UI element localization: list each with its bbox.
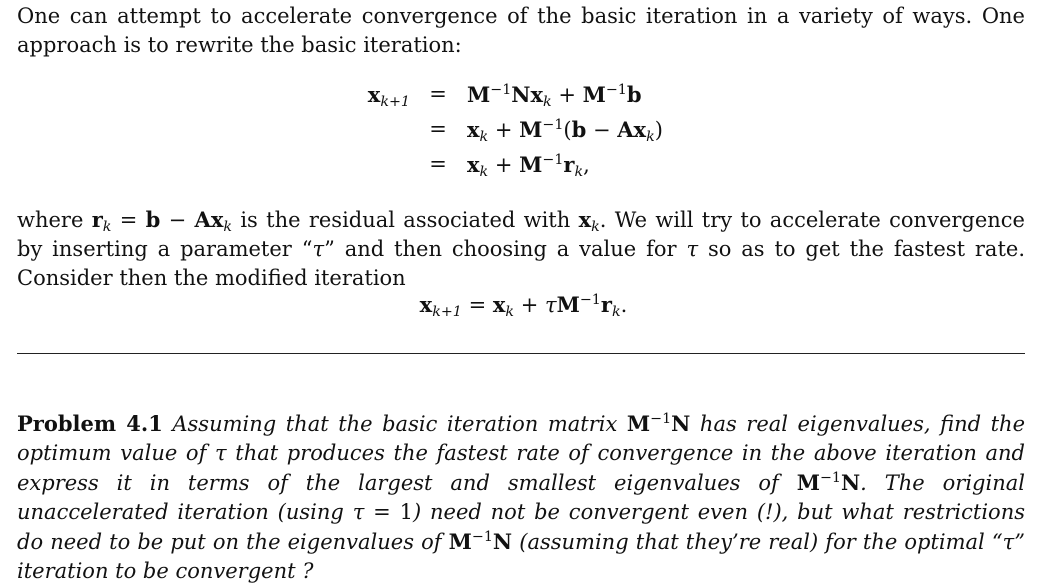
- residual-text-3: ” and then choosing a value for: [324, 237, 677, 261]
- problem-text-2: has real eigenvalues, find the optimum value of: [17, 412, 1025, 465]
- equation-rhs-1: $M^{-1}Nx_k + M^{-1}b$: [467, 82, 642, 110]
- problem-label: Problem 4.1: [17, 411, 163, 436]
- residual-text-2: . We will try to accelerate convergence by inserting a parameter “: [17, 208, 1025, 261]
- problem-text-1: Assuming that the basic iteration matrix: [172, 412, 618, 436]
- problem-text-7: ” iteration to be convergent ?: [17, 530, 1025, 583]
- problem-paragraph: Problem 4.1 Assuming that the basic iteration matrix $M^{-1}N$ has real eigenvalues, find the optimum value of τ that produces the fastest rate of convergence in the above iteration and express it in terms of the largest and smallest eigenvalues of $M^{-1}N$. The original unaccelerated iteration (using τ = 1) need not be convergent even (!), but what restrictions do need to be put on the eigenvalues of $M^{-1}N$ (assuming that they’re real) for the optimal “τ” iteration to be convergent ?: [17, 411, 1025, 583]
- intro-text: One can attempt to accelerate convergence of the basic iteration in a variety of ways. One approach is to rewrite the basic iteration:: [17, 4, 1025, 57]
- residual-word-where: where: [17, 208, 84, 232]
- equation-row-1: [0, 82, 1039, 112]
- intro-paragraph: [17, 2, 1025, 60]
- equation-rhs-2: $x_k + M^{-1}(b - Ax_k)$: [467, 117, 663, 145]
- equation-relation-1: =: [429, 82, 447, 106]
- equation-relation-3: =: [429, 152, 447, 176]
- equation-rhs-3: $x_k + M^{-1}r_k$,: [467, 152, 590, 180]
- problem-text-3: that produces the fastest rate of convergence in the above iteration and express it in terms of the largest and smallest eigenvalues of: [17, 441, 1025, 495]
- section-divider: [17, 353, 1025, 354]
- residual-paragraph: where $r_k = b - Ax_k$ is the residual associated with $x_k$. We will try to accelerate convergence by inserting a parameter “τ” and then choosing a value for τ so as to get the fastest rate. Consider then the modified iteration: [17, 207, 1025, 290]
- residual-text-1: is the residual associated with: [240, 208, 571, 232]
- problem-text-5: ) need not be convergent even (!), but what restrictions do need to be put on the eigenvalues of: [17, 500, 1025, 554]
- equation-lhs: $x_{k+1}$: [367, 82, 410, 110]
- problem-text-4: . The original unaccelerated iteration (using: [17, 471, 1025, 524]
- residual-text-4: so as to get the fastest rate. Consider then the modified iteration: [17, 237, 1025, 290]
- equation-row-2: [0, 117, 1039, 147]
- equation-row-3: [0, 152, 1039, 182]
- problem-text-6: (assuming that they’re real) for the optimal “: [519, 530, 1003, 554]
- modified-iteration-equation: $x_{k+1} = x_k + \tau M^{-1}r_k$.: [419, 292, 628, 320]
- equation-relation-2: =: [429, 117, 447, 141]
